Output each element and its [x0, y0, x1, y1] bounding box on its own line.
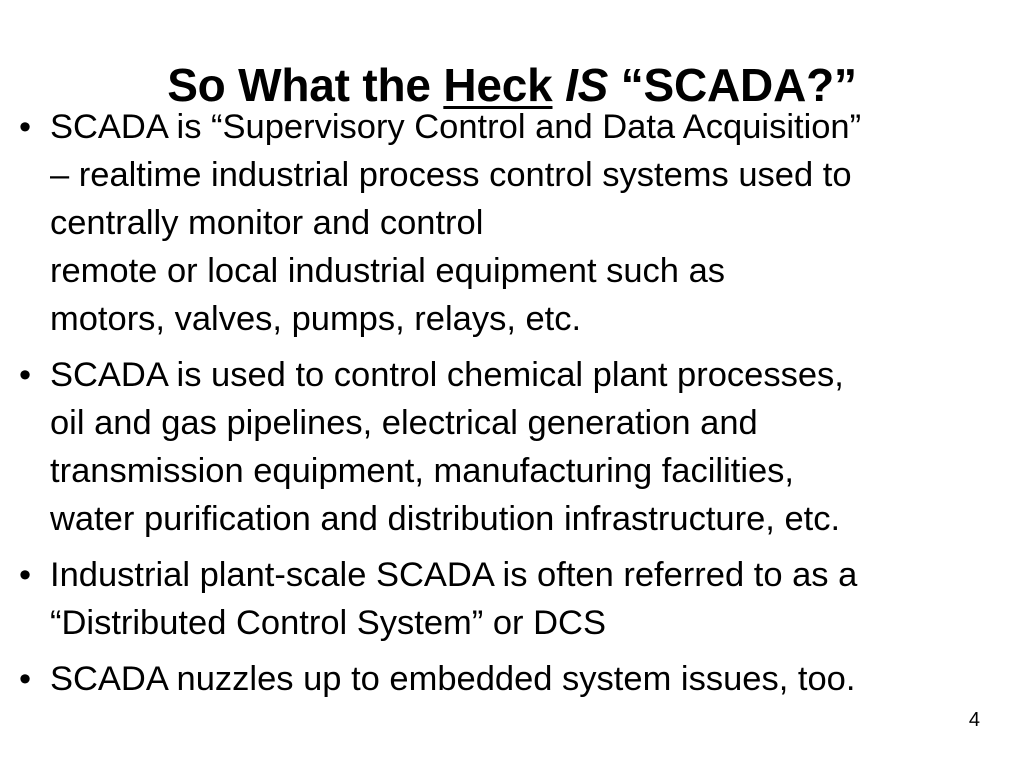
- bullet-line: – realtime industrial process control systems used to: [50, 156, 852, 194]
- bullet-item: [0, 551, 1024, 647]
- bullet-line: motors, valves, pumps, relays, etc.: [50, 300, 582, 338]
- bullet-icon: •: [18, 660, 32, 698]
- title-part-5: “SCADA?”: [608, 58, 857, 111]
- bullet-icon: •: [18, 356, 32, 394]
- bullet-item: [0, 103, 1024, 343]
- bullet-line: transmission equipment, manufacturing facilities,: [50, 452, 795, 490]
- bullet-item: [0, 351, 1024, 543]
- title-underlined-word: Heck: [443, 58, 553, 111]
- bullet-line: Industrial plant-scale SCADA is often referred to as a: [50, 556, 858, 594]
- title-italic-word: IS: [565, 58, 609, 111]
- bullet-icon: •: [18, 108, 32, 146]
- bullet-line: SCADA nuzzles up to embedded system issues, too.: [50, 660, 856, 698]
- bullet-list: [0, 103, 1024, 711]
- bullet-line: centrally monitor and control: [50, 204, 484, 242]
- bullet-line: oil and gas pipelines, electrical generation and: [50, 404, 758, 442]
- bullet-line: “Distributed Control System” or DCS: [50, 604, 606, 642]
- bullet-line: water purification and distribution infrastructure, etc.: [50, 500, 841, 538]
- bullet-icon: •: [18, 556, 32, 594]
- bullet-line: SCADA is “Supervisory Control and Data Acquisition”: [50, 108, 862, 146]
- page-number: 4: [968, 709, 980, 731]
- bullet-line: SCADA is used to control chemical plant processes,: [50, 356, 844, 394]
- title-part-1: So What the: [167, 58, 444, 111]
- bullet-item: [0, 655, 1024, 703]
- bullet-line: remote or local industrial equipment such as: [50, 252, 726, 290]
